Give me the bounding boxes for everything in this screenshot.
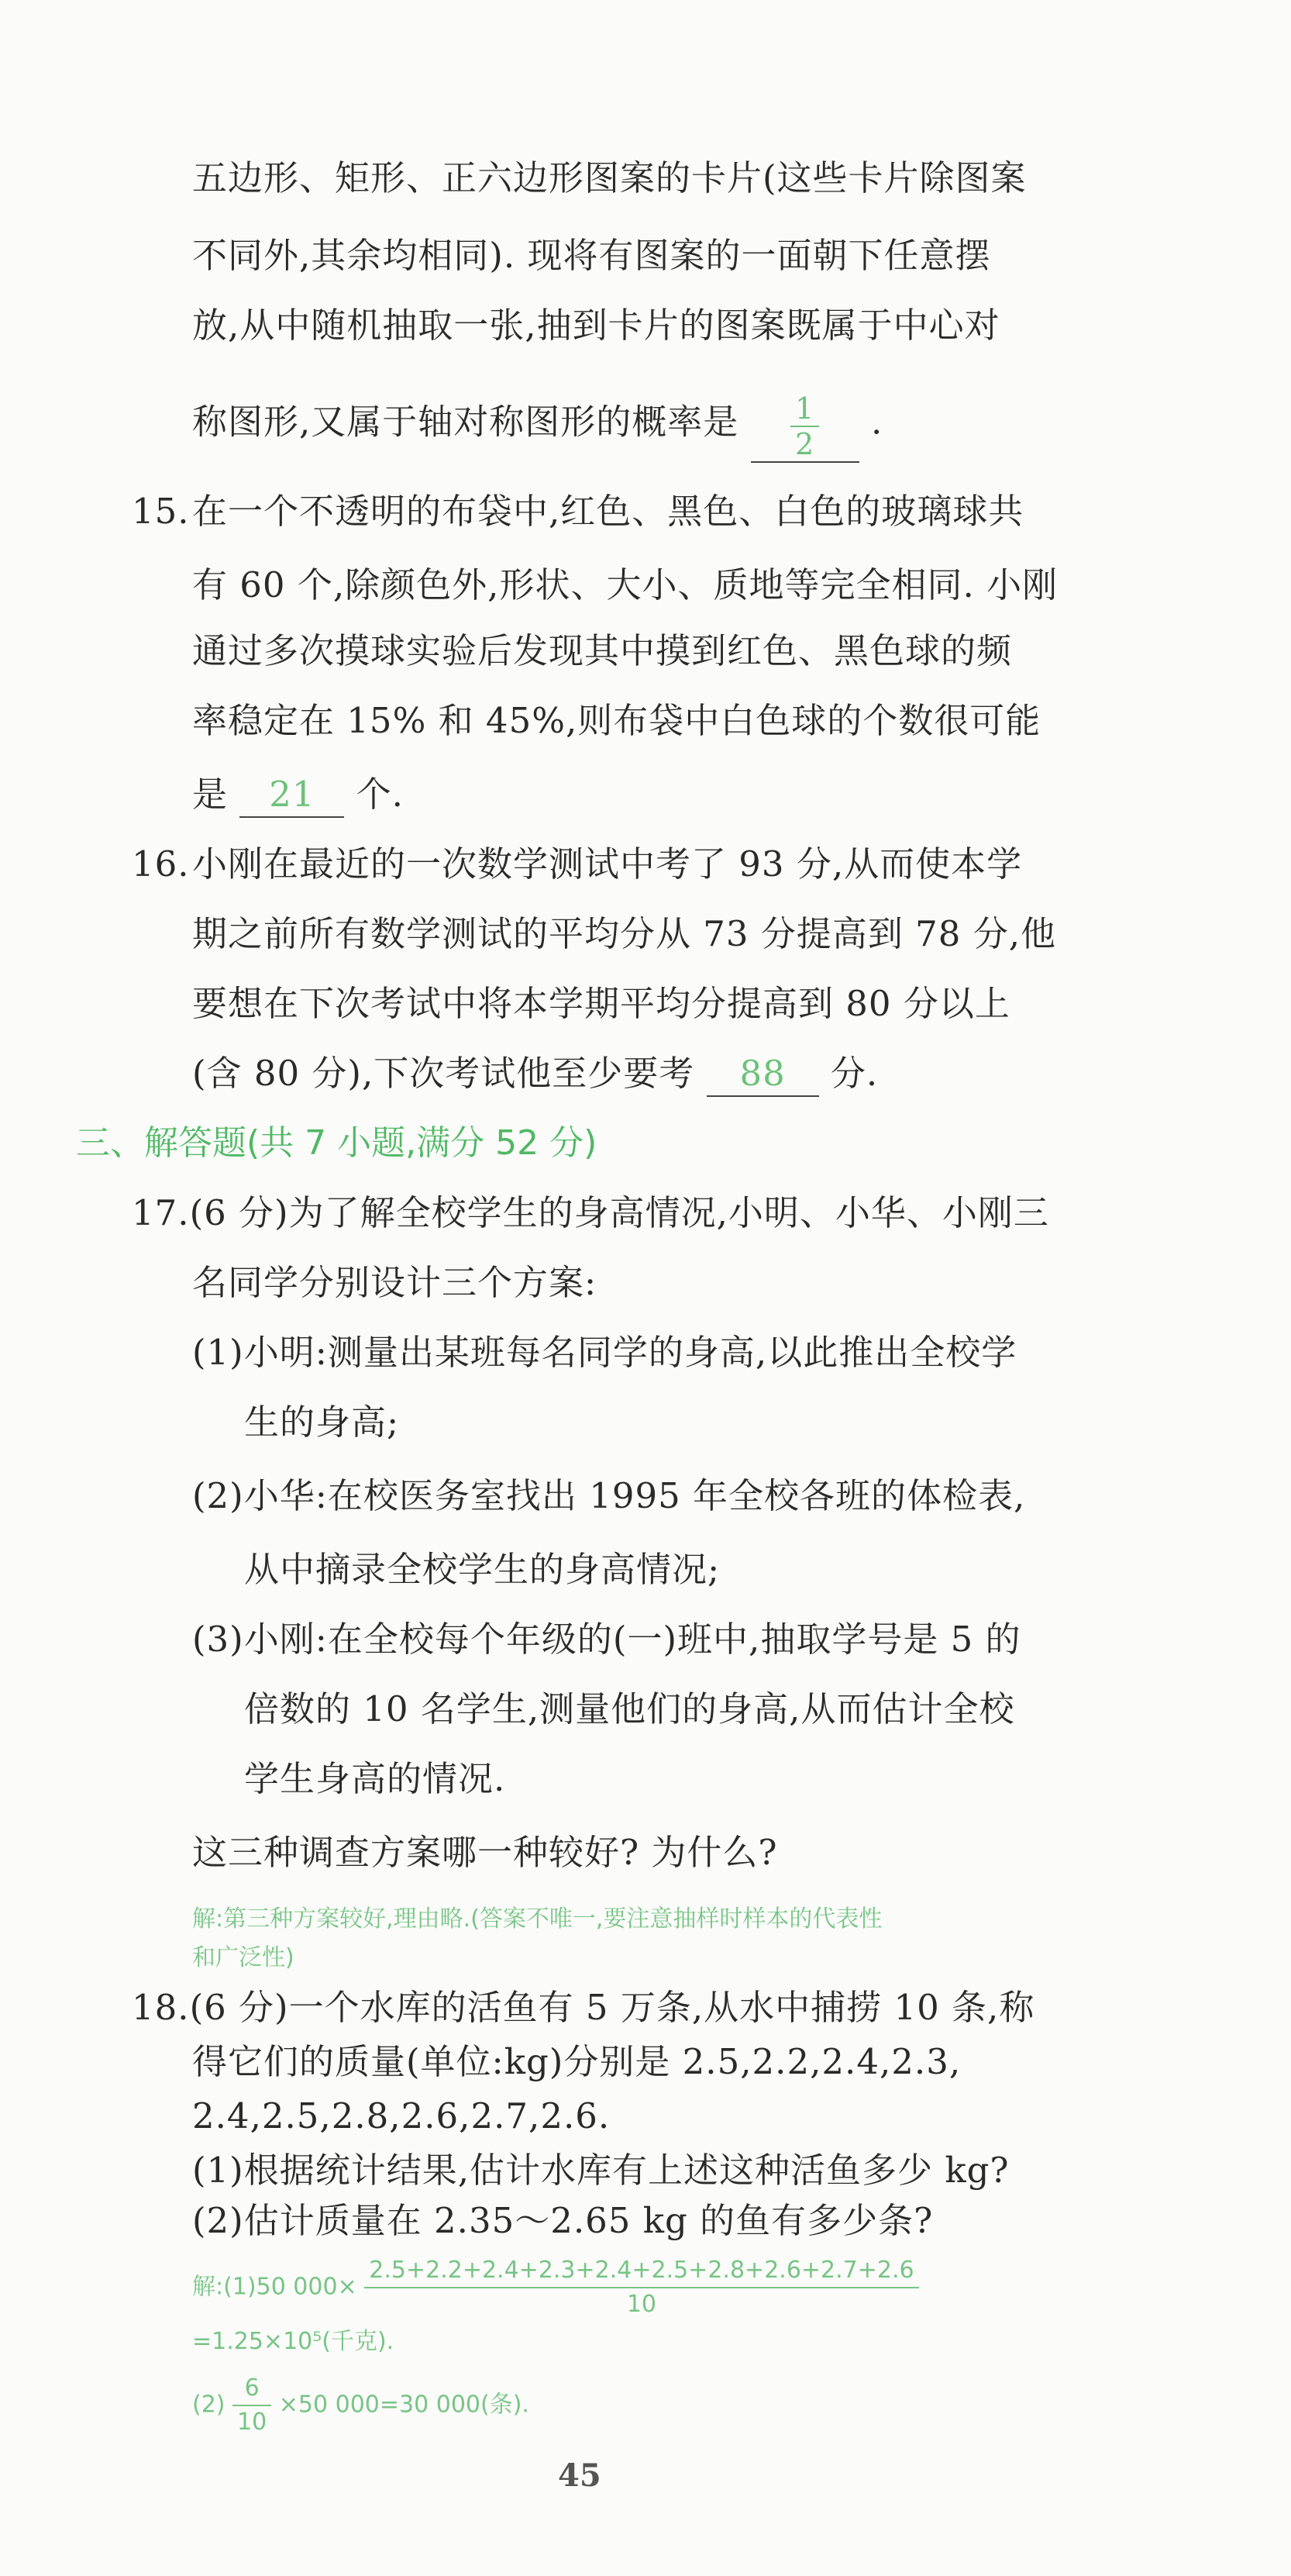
q16-line-1-text: 小刚在最近的一次数学测试中考了 93 分,从而使本学 xyxy=(192,843,1023,885)
q15-line-3: 通过多次摸球实验后发现其中摸到红色、黑色球的频 xyxy=(192,630,1013,671)
q15-line-1 xyxy=(132,488,1024,535)
q18-answer-2-numerator: 6 xyxy=(244,2374,260,2402)
q17-option-2a: (2)小华:在校医务室找出 1995 年全校各班的体检表, xyxy=(192,1475,1026,1516)
q18-answer-2-fraction xyxy=(232,2372,271,2439)
q17-option-1b: 生的身高; xyxy=(244,1402,400,1443)
q15-line-4: 率稳定在 15% 和 45%,则布袋中白色球的个数很可能 xyxy=(192,700,1041,741)
q18-answer-2-post: ×50 000=30 000(条). xyxy=(278,2391,529,2419)
q14-line-4 xyxy=(192,391,883,463)
q18-answer-2-denominator: 10 xyxy=(232,2405,271,2439)
q17-option-3c: 学生身高的情况. xyxy=(244,1758,506,1799)
q15-line-5 xyxy=(192,771,404,818)
q17-answer-line-1: 解:第三种方案较好,理由略.(答案不唯一,要注意抽样时样本的代表性 xyxy=(192,1905,883,1933)
q15-line-1-text: 在一个不透明的布袋中,红色、黑色、白色的玻璃球共 xyxy=(192,491,1024,532)
q17-option-3b: 倍数的 10 名学生,测量他们的身高,从而估计全校 xyxy=(244,1688,1015,1729)
q14-line-3: 放,从中随机抽取一张,抽到卡片的图案既属于中心对 xyxy=(192,305,1000,346)
q15-answer-blank: 21 xyxy=(239,773,344,818)
q16-line-1 xyxy=(132,841,1022,888)
q18-answer-2 xyxy=(192,2372,529,2439)
q17-option-2b: 从中摘录全校学生的身高情况; xyxy=(244,1549,721,1590)
q17-line-1: 17.(6 分)为了解全校学生的身高情况,小明、小华、小刚三 xyxy=(132,1192,1049,1233)
q15-line-5-pre: 是 xyxy=(192,774,229,815)
q15-line-2: 有 60 个,除颜色外,形状、大小、质地等完全相同. 小刚 xyxy=(192,564,1059,605)
q18-sub-1: (1)根据统计结果,估计水库有上述这种活鱼多少 kg? xyxy=(192,2150,1010,2191)
q17-line-2: 名同学分别设计三个方案: xyxy=(192,1262,597,1303)
q18-line-1: 18.(6 分)一个水库的活鱼有 5 万条,从水中捕捞 10 条,称 xyxy=(132,1987,1035,2028)
q16-line-3: 要想在下次考试中将本学期平均分提高到 80 分以上 xyxy=(192,983,1010,1024)
q18-answer-1-denominator: 10 xyxy=(364,2287,918,2321)
q18-line-3: 2.4,2.5,2.8,2.6,2.7,2.6. xyxy=(192,2095,611,2136)
q16-line-4 xyxy=(192,1050,878,1097)
q14-answer-denominator: 2 xyxy=(790,426,819,461)
q18-answer-1-numerator: 2.5+2.2+2.4+2.3+2.4+2.5+2.8+2.6+2.7+2.6 xyxy=(369,2257,914,2284)
q16-number: 16. xyxy=(132,843,190,885)
q18-sub-2: (2)估计质量在 2.35～2.65 kg 的鱼有多少条? xyxy=(192,2200,934,2241)
q18-answer-1 xyxy=(192,2254,919,2321)
q14-line-1: 五边形、矩形、正六边形图案的卡片(这些卡片除图案 xyxy=(192,157,1027,198)
q16-line-4-post: 分. xyxy=(830,1053,879,1094)
q16-answer-blank: 88 xyxy=(707,1052,819,1097)
q17-option-3a: (3)小刚:在全校每个年级的(一)班中,抽取学号是 5 的 xyxy=(192,1619,1021,1660)
q14-line-4-text: 称图形,又属于轴对称图形的概率是 xyxy=(192,401,739,443)
section-heading: 三、解答题(共 7 小题,满分 52 分) xyxy=(76,1123,597,1163)
q17-answer-line-2: 和广泛性) xyxy=(192,1944,294,1971)
q18-line-2: 得它们的质量(单位:kg)分别是 2.5,2.2,2.4,2.3, xyxy=(192,2041,962,2082)
page-number: 45 xyxy=(558,2457,601,2494)
q16-line-2: 期之前所有数学测试的平均分从 73 分提高到 78 分,他 xyxy=(192,913,1057,954)
q18-answer-2-pre: (2) xyxy=(192,2391,225,2419)
q16-line-4-pre: (含 80 分),下次考试他至少要考 xyxy=(192,1053,695,1094)
q18-answer-1-fraction xyxy=(364,2254,918,2321)
q18-answer-1-pre: 解:(1)50 000× xyxy=(192,2273,357,2301)
q14-line-2: 不同外,其余均相同). 现将有图案的一面朝下任意摆 xyxy=(192,235,991,276)
q15-line-5-post: 个. xyxy=(356,774,404,815)
q14-end-period: . xyxy=(870,401,883,443)
q14-answer-fraction xyxy=(790,391,819,461)
q14-answer-blank xyxy=(751,391,859,463)
q17-question: 这三种调查方案哪一种较好? 为什么? xyxy=(192,1832,778,1873)
q17-option-1a: (1)小明:测量出某班每名同学的身高,以此推出全校学 xyxy=(192,1332,1017,1373)
q15-number: 15. xyxy=(132,491,190,532)
q18-answer-1-result: =1.25×10⁵(千克). xyxy=(192,2328,394,2355)
q14-answer-numerator: 1 xyxy=(795,391,815,426)
